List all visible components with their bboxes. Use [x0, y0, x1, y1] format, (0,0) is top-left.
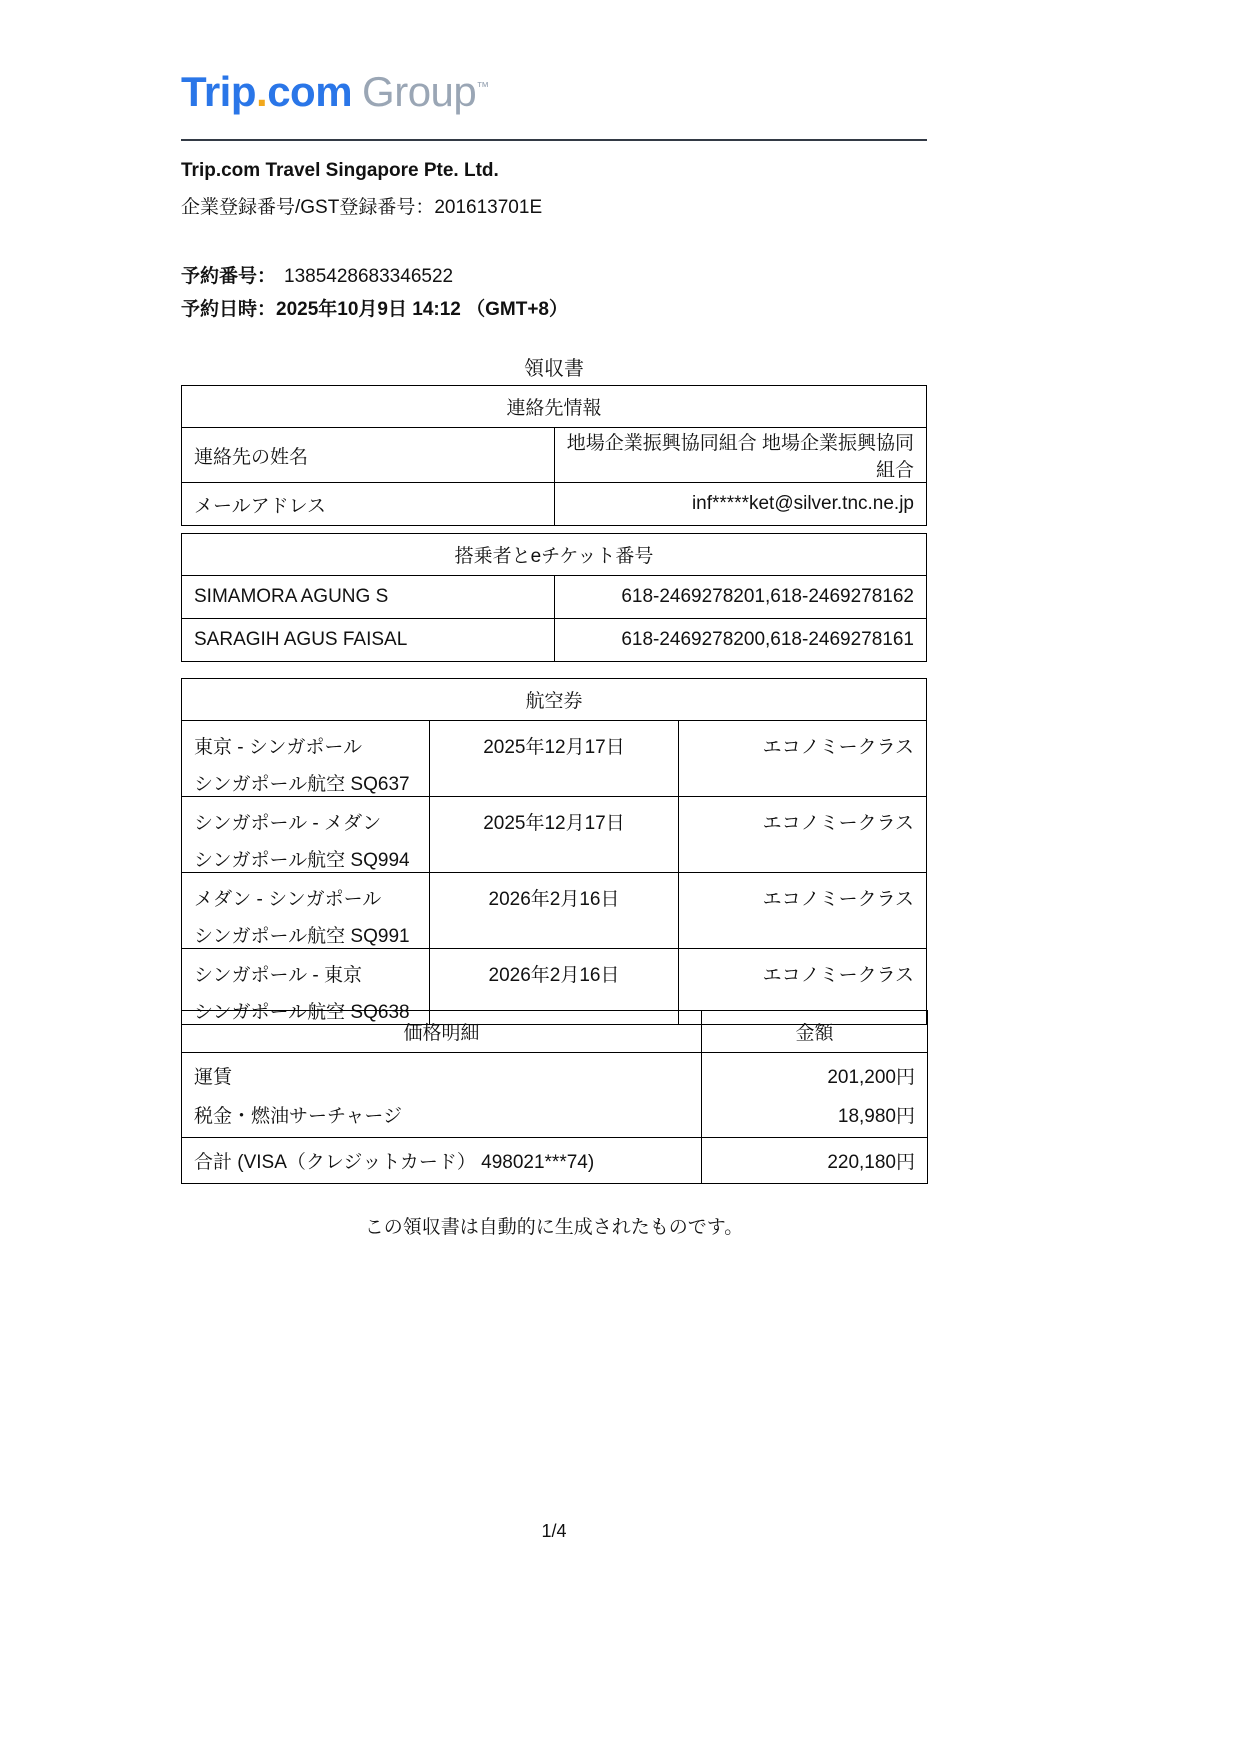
contact-email-label: メールアドレス	[182, 483, 555, 526]
booking-datetime-line: 予約日時：2025年10月9日 14:12 （GMT+8）	[181, 299, 568, 320]
booking-number-line	[181, 261, 453, 288]
flight-cabin-class: エコノミークラス	[678, 797, 926, 873]
price-detail-header: 価格明細	[182, 1011, 702, 1053]
table-row	[182, 428, 927, 483]
passenger-name: SIMAMORA AGUNG S	[182, 576, 555, 619]
page-number: 1/4	[541, 1521, 567, 1541]
logo-group-text: Group	[362, 68, 477, 115]
fare-label: 運賃	[194, 1067, 233, 1088]
company-name: Trip.com Travel Singapore Pte. Ltd.	[181, 160, 499, 181]
company-registration: 企業登録番号/GST登録番号：201613701E	[181, 197, 543, 218]
flight-route: シンガポール - 東京	[194, 965, 363, 986]
booking-number-label: 予約番号：	[181, 266, 277, 287]
table-row	[182, 576, 927, 619]
flight-date: 2026年2月16日	[430, 949, 678, 1025]
flight-cabin-class: エコノミークラス	[678, 873, 926, 949]
tax-surcharge-label: 税金・燃油サーチャージ	[194, 1106, 403, 1127]
table-row	[182, 619, 927, 662]
contact-email-value: inf*****ket@silver.tnc.ne.jp	[554, 483, 927, 526]
flight-route-cell	[182, 721, 430, 797]
flight-airline-number: シンガポール航空 SQ994	[194, 850, 410, 871]
flight-table-header-row	[182, 679, 927, 721]
flight-cabin-class: エコノミークラス	[678, 949, 926, 1025]
flight-table-header: 航空券	[182, 679, 927, 721]
contact-info-table	[181, 385, 927, 526]
passenger-table-header-row	[182, 534, 927, 576]
flight-route: シンガポール - メダン	[194, 813, 382, 834]
logo-trip-text: Trip	[181, 68, 257, 115]
flight-airline-number: シンガポール航空 SQ638	[194, 1002, 410, 1023]
passenger-ticket-table	[181, 533, 927, 662]
trademark-symbol: ™	[476, 79, 489, 94]
passenger-table-header: 搭乗者とeチケット番号	[182, 534, 927, 576]
logo-com-text: com	[267, 68, 353, 115]
price-table-header-row	[182, 1011, 928, 1053]
receipt-title: 領収書	[524, 358, 584, 380]
contact-name-value: 地場企業振興協同組合 地場企業振興協同組合	[554, 428, 927, 483]
tripcom-group-logo	[181, 68, 489, 116]
fee-amounts-cell	[702, 1053, 928, 1138]
flight-date: 2025年12月17日	[430, 721, 678, 797]
total-payment-label: 合計 (VISA（クレジットカード） 498021***74)	[182, 1138, 702, 1184]
flight-route: 東京 - シンガポール	[194, 737, 363, 758]
table-row	[182, 1053, 928, 1138]
flight-date: 2025年12月17日	[430, 797, 678, 873]
auto-generated-note: この領収書は自動的に生成されたものです。	[364, 1217, 744, 1238]
fare-amount: 201,200円	[827, 1067, 915, 1088]
flight-route: メダン - シンガポール	[194, 889, 382, 910]
booking-number-value: 1385428683346522	[284, 266, 454, 287]
fee-labels-cell	[182, 1053, 702, 1138]
contact-name-label: 連絡先の姓名	[182, 428, 555, 483]
flight-route-cell	[182, 873, 430, 949]
flight-date: 2026年2月16日	[430, 873, 678, 949]
logo-dot: .	[256, 68, 268, 115]
contact-table-header: 連絡先情報	[182, 386, 927, 428]
passenger-ticket-numbers: 618-2469278201,618-2469278162	[554, 576, 927, 619]
table-row	[182, 873, 927, 949]
contact-table-header-row	[182, 386, 927, 428]
tax-surcharge-amount: 18,980円	[837, 1106, 915, 1127]
table-row	[182, 721, 927, 797]
table-row	[182, 797, 927, 873]
amount-header: 金額	[702, 1011, 928, 1053]
total-amount: 220,180円	[702, 1138, 928, 1184]
flight-airline-number: シンガポール航空 SQ991	[194, 926, 410, 947]
passenger-name: SARAGIH AGUS FAISAL	[182, 619, 555, 662]
price-detail-table	[181, 1010, 928, 1184]
table-row	[182, 483, 927, 526]
flight-ticket-table	[181, 678, 927, 1025]
flight-airline-number: シンガポール航空 SQ637	[194, 774, 410, 795]
flight-cabin-class: エコノミークラス	[678, 721, 926, 797]
flight-route-cell	[182, 797, 430, 873]
table-row	[182, 1138, 928, 1184]
passenger-ticket-numbers: 618-2469278200,618-2469278161	[554, 619, 927, 662]
header-divider	[181, 139, 927, 141]
